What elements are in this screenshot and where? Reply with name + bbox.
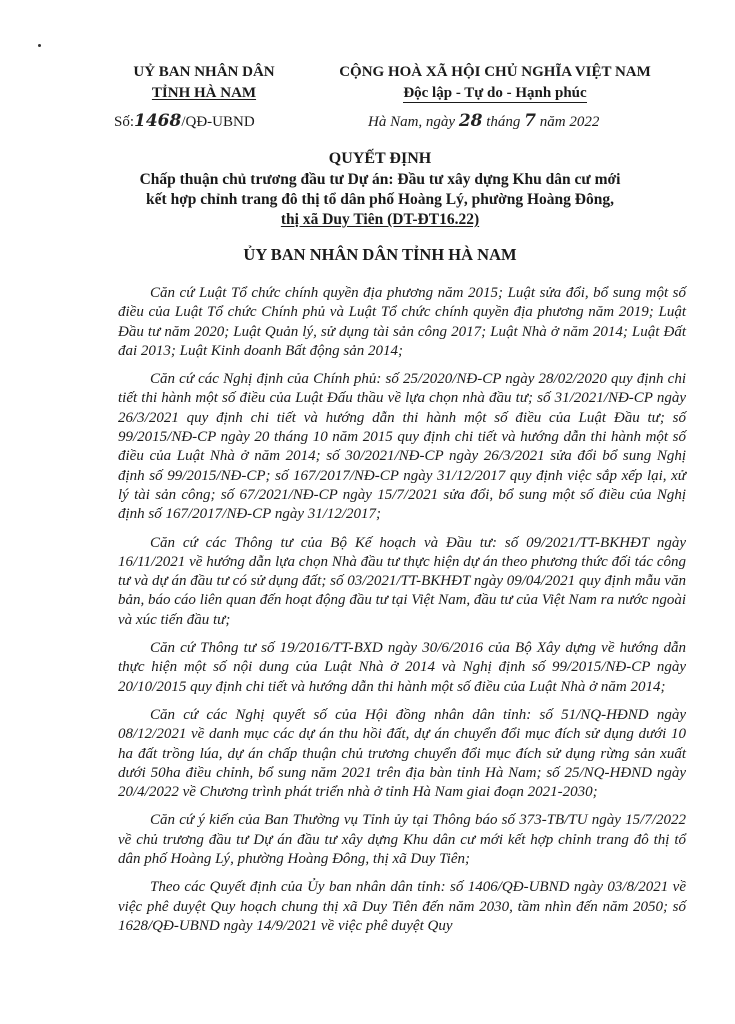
legal-basis-paragraph: Căn cứ các Nghị quyết số của Hội đồng nhân dân tỉnh: số 51/NQ-HĐND ngày 08/12/2021 về danh mục các dự án thu hồi đất, dự án chuyển đổi mục đích sử dụng dưới 10 ha đất trồng lúa, dự án chấp thuận chủ trương chuyển đổi mục đích sử dụng rừng sản xuất dưới 50ha điều chỉnh, bổ sung năm 2021 trên địa bàn tỉnh Hà Nam; số 25/NQ-HĐND ngày 20/4/2022 về Chương trình phát triển nhà ở tỉnh Hà Nam giai đoạn 2021-2030;: [118, 706, 686, 801]
authority-heading: ỦY BAN NHÂN DÂN TỈNH HÀ NAM: [243, 245, 517, 264]
title-line-1: Chấp thuận chủ trương đầu tư Dự án: Đầu tư xây dựng Khu dân cư mới: [139, 171, 621, 188]
authority-line-1: UỶ BAN NHÂN DÂN: [133, 64, 275, 80]
legal-basis-paragraph: Theo các Quyết định của Ủy ban nhân dân tỉnh: số 1406/QĐ-UBND ngày 03/8/2021 về việc phê duyệt Quy hoạch chung thị xã Duy Tiên đến năm 2030, tầm nhìn đến năm 2050; số 1628/QĐ-UBND ngày 14/9/2021 về việc phê duyệt Quy: [118, 879, 686, 934]
date-prefix: Hà Nam, ngày: [368, 114, 456, 130]
legal-basis-body: [118, 284, 686, 945]
date-day-handwritten: 28: [458, 111, 483, 131]
legal-basis-paragraph: Căn cứ ý kiến của Ban Thường vụ Tỉnh ủy tại Thông báo số 373-TB/TU ngày 15/7/2022 về chủ trương đầu tư Dự án đầu tư xây dựng Khu dân cư mới kết hợp chỉnh trang đô thị tổ dân phố Hoàng Lý, phường Hoàng Đông, thị xã Duy Tiên;: [118, 812, 686, 868]
legal-basis-paragraph: Căn cứ Luật Tổ chức chính quyền địa phương năm 2015; Luật sửa đổi, bổ sung một số điều của Luật Tổ chức Chính phủ và Luật Tổ chức chính quyền địa phương năm 2019; Luật Đầu tư năm 2020; Luật Quản lý, sử dụng tài sản công 2017; Luật Nhà ở năm 2014; Luật Đất đai 2013; Luật Kinh doanh Bất động sản 2014;: [118, 285, 686, 359]
legal-basis-paragraph: Căn cứ Thông tư số 19/2016/TT-BXD ngày 30/6/2016 của Bộ Xây dựng về hướng dẫn thực hiện một số nội dung của Luật Nhà ở 2014 và Nghị định số 99/2015/NĐ-CP ngày 20/10/2015 quy định chi tiết và hướng dẫn thi hành một số điều của Luật Nhà ở năm 2014;: [118, 640, 686, 695]
date-month-label: tháng: [486, 114, 521, 130]
issue-date: [368, 111, 599, 133]
national-heading: [300, 62, 690, 104]
legal-basis-paragraph: Căn cứ các Nghị định của Chính phủ: số 25/2020/NĐ-CP ngày 28/02/2020 quy định chi tiết thi hành một số điều của Luật Đấu thầu về lựa chọn nhà đầu tư; số 31/2021/NĐ-CP ngày 26/3/2021 quy định chi tiết và hướng dẫn thi hành một số điều của Luật Đầu tư; số 99/2015/NĐ-CP ngày 20 tháng 10 năm 2015 quy định chi tiết và hướng dẫn thi hành một số điều của Luật Nhà ở năm 2014; số 30/2021/NĐ-CP ngày 26/3/2021 sửa đổi bổ sung Nghị định số 99/2015/NĐ-CP; số 167/2017/NĐ-CP ngày 31/12/2017 quy định việc sắp xếp lại, xử lý tài sản công; số 67/2021/NĐ-CP ngày 15/7/2021 sửa đổi, bổ sung một số điều của Nghị định số 167/2017/NĐ-CP ngày 31/12/2017;: [118, 371, 686, 523]
decision-title: [90, 149, 670, 230]
decision-number-prefix: Số:: [114, 114, 135, 130]
issuing-authority: [104, 62, 304, 104]
date-month-handwritten: 7: [524, 111, 537, 131]
decision-heading: QUYẾT ĐỊNH: [328, 150, 432, 167]
national-title: CỘNG HOÀ XÃ HỘI CHỦ NGHĨA VIỆT NAM: [339, 64, 651, 80]
decision-number-handwritten: 1468: [134, 111, 182, 131]
authority-line-2: TỈNH HÀ NAM: [151, 85, 257, 101]
national-motto: Độc lập - Tự do - Hạnh phúc: [403, 85, 587, 101]
title-line-3: thị xã Duy Tiên (DT-ĐT16.22): [280, 211, 480, 228]
legal-basis-paragraph: Căn cứ các Thông tư của Bộ Kế hoạch và Đầu tư: số 09/2021/TT-BKHĐT ngày 16/11/2021 về hướng dẫn lựa chọn Nhà đầu tư thực hiện dự án theo phương thức đối tác công tư và dự án đầu tư có sử dụng đất; số 03/2021/TT-BKHĐT ngày 09/04/2021 quy định mẫu văn bản, báo cáo liên quan đến hoạt động đầu tư tại Việt Nam, đầu tư của Việt Nam ra nước ngoài và xúc tiến đầu tư;: [118, 534, 686, 628]
decision-number: [114, 111, 255, 133]
scan-speck: [38, 44, 41, 47]
decision-number-suffix: /QĐ-UBND: [181, 114, 255, 130]
title-line-2: kết hợp chỉnh trang đô thị tổ dân phố Hoàng Lý, phường Hoàng Đông,: [146, 191, 614, 208]
date-year: năm 2022: [539, 114, 600, 130]
